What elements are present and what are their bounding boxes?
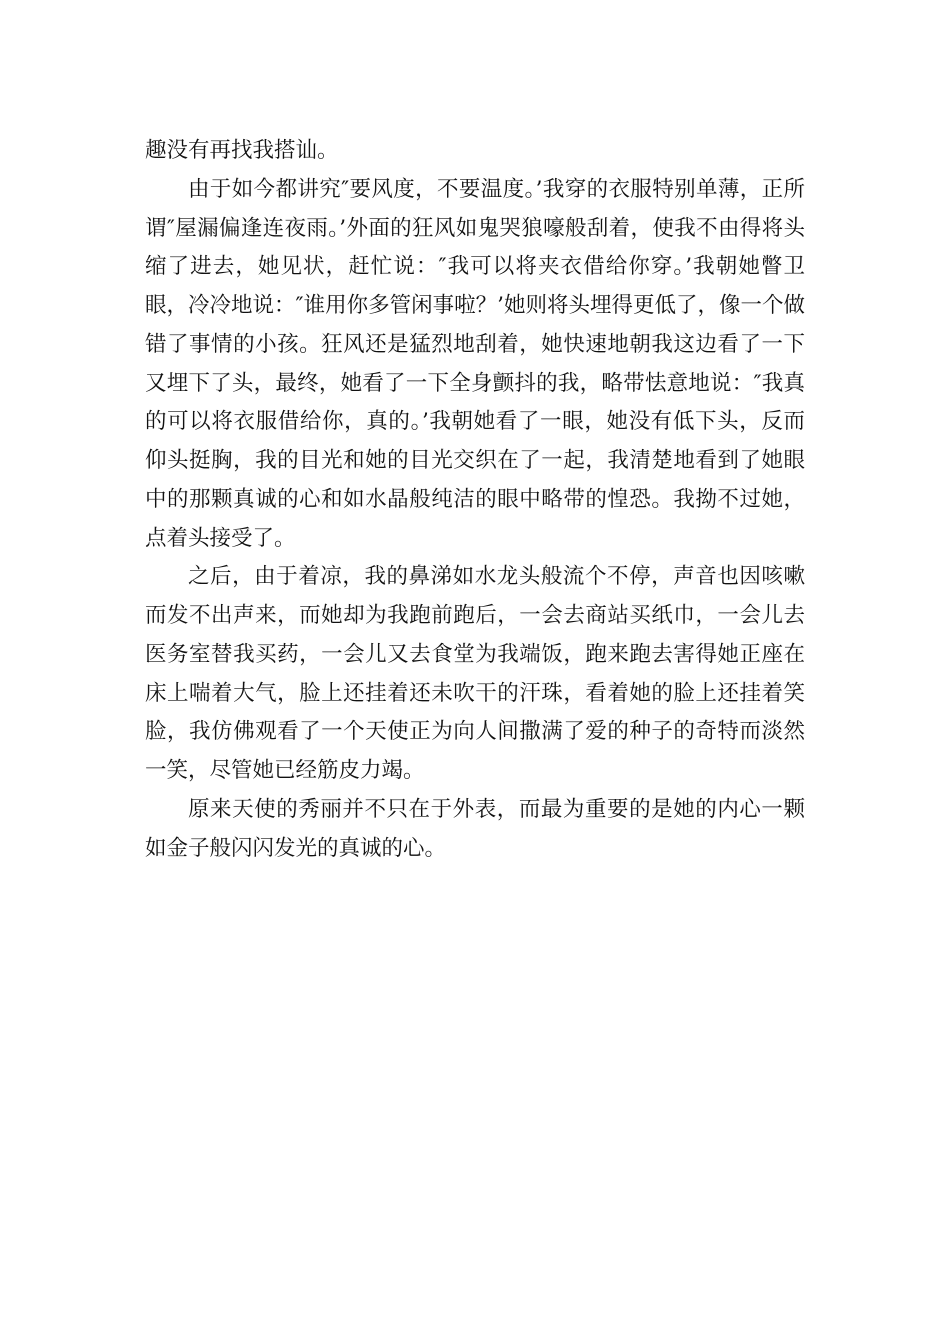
paragraph: 原来天使的秀丽并不只在于外表，而最为重要的是她的内心一颗如金子般闪闪发光的真诚的心。 — [145, 796, 805, 861]
document-body — [145, 132, 805, 868]
paragraph-continuation: 趣没有再找我搭讪。 — [145, 138, 339, 163]
paragraph: 之后，由于着凉，我的鼻涕如水龙头般流个不停，声音也因咳嗽而发不出声来，而她却为我跑前跑后，一会去商站买纸巾，一会儿去医务室替我买药，一会儿又去食堂为我端饭，跑来跑去害得她正座在床上喘着大气，脸上还挂着还未吹干的汗珠，看着她的脸上还挂着笑脸，我仿佛观看了一个天使正为向人间撒满了爱的种子的奇特而淡然一笑，尽管她已经筋皮力竭。 — [145, 564, 805, 783]
paragraph: 由于如今都讲究″要风度，不要温度。’我穿的衣服特别单薄，正所谓″屋漏偏逢连夜雨。’外面的狂风如鬼哭狼嚎般刮着，使我不由得将头缩了进去，她见状，赶忙说：″我可以将夹衣借给你穿。’我朝她瞥卫眼，冷冷地说：″谁用你多管闲事啦？’她则将头埋得更低了，像一个做错了事情的小孩。狂风还是猛烈地刮着，她快速地朝我这边看了一下又埋下了头，最终，她看了一下全身颤抖的我，略带怯意地说：″我真的可以将衣服借给你，真的。’我朝她看了一眼，她没有低下头，反而仰头挺胸，我的目光和她的目光交织在了一起，我清楚地看到了她眼中的那颗真诚的心和如水晶般纯洁的眼中略带的惶恐。我拗不过她，点着头接受了。 — [145, 176, 805, 551]
